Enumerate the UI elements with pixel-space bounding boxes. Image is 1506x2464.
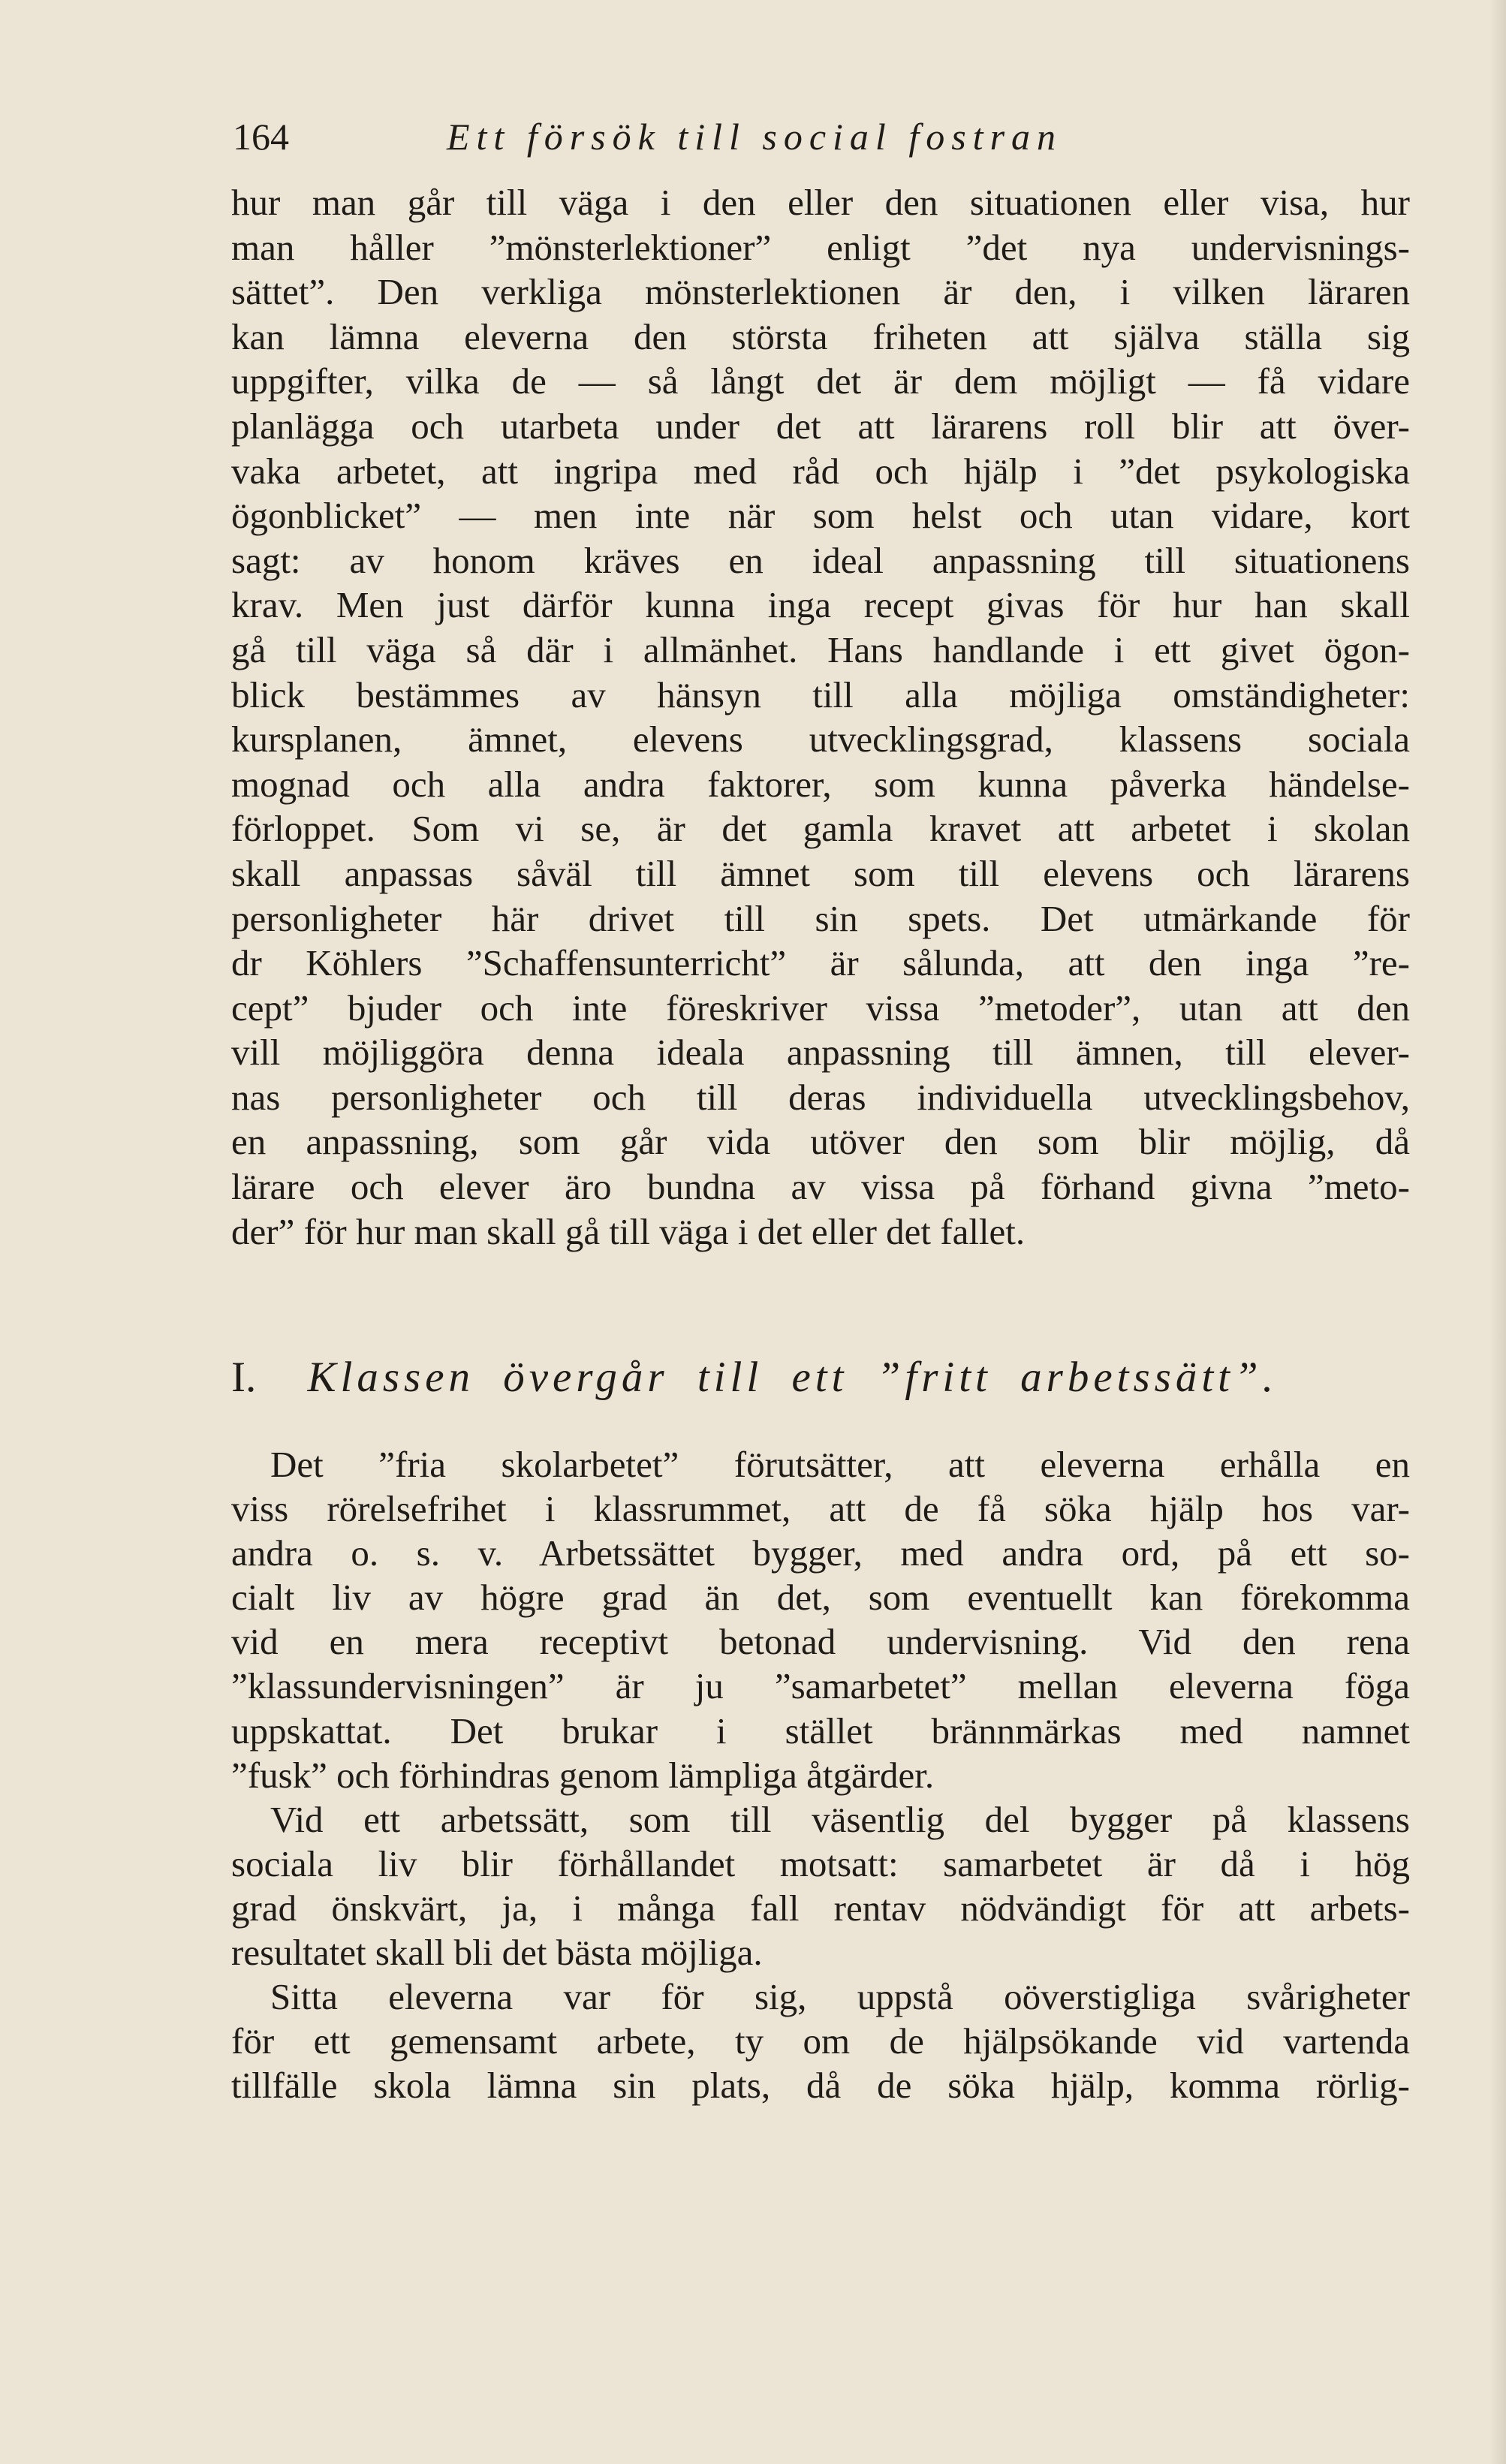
text-line: krav. Men just därför kunna inga recept givas för hur han skall: [231, 584, 1410, 626]
text-line: vill möjliggöra denna ideala anpassning till ämnen, till elever-: [231, 1032, 1410, 1074]
text-line: resultatet skall bli det bästa möjliga.: [231, 1932, 763, 1974]
text-line: blick bestämmes av hänsyn till alla möjliga omständigheter:: [231, 673, 1410, 715]
section-title: Klassen övergår till ett ”fritt arbetssätt”.: [307, 1354, 1278, 1401]
text-line: skall anpassas såväl till ämnet som till elevens och lärarens: [231, 852, 1410, 894]
text-line: sociala liv blir förhållandet motsatt: samarbetet är då i hög: [231, 1842, 1410, 1884]
text-line: planlägga och utarbeta under det att lärarens roll blir att över-: [231, 405, 1410, 447]
text-line: kursplanen, ämnet, elevens utvecklingsgrad, klassens sociala: [231, 718, 1410, 761]
page-number: 164: [233, 116, 289, 158]
section-heading: [231, 1344, 1410, 1411]
text-line: man håller ”mönsterlektioner” enligt ”det nya undervisnings-: [231, 226, 1410, 268]
text-line: cept” bjuder och inte föreskriver vissa ”metoder”, utan att den: [231, 987, 1410, 1029]
text-line: gå till väga så där i allmänhet. Hans handlande i ett givet ögon-: [231, 628, 1410, 670]
page-edge-shadow: [1489, 0, 1506, 2464]
paragraph-continued: [231, 180, 1410, 1254]
text-line: Vid ett arbetssätt, som till väsentlig del bygger på klassens: [270, 1798, 1410, 1840]
text-line: ”fusk” och förhindras genom lämpliga åtgärder.: [231, 1754, 935, 1796]
text-line: andra o. s. v. Arbetssättet bygger, med andra ord, på ett so-: [231, 1532, 1410, 1574]
text-line: tillfälle skola lämna sin plats, då de söka hjälp, komma rörlig-: [231, 2065, 1410, 2107]
text-line: ögonblicket” — men inte när som helst och utan vidare, kort: [231, 495, 1410, 537]
text-line: kan lämna eleverna den största friheten att själva ställa sig: [231, 315, 1410, 357]
text-line: Det ”fria skolarbetet” förutsätter, att eleverna erhålla en: [270, 1444, 1410, 1485]
text-line: uppgifter, vilka de — så långt det är dem möjligt — få vidare: [231, 360, 1410, 402]
text-line: grad önskvärt, ja, i många fall rentav nödvändigt för att arbets-: [231, 1887, 1410, 1929]
text-line: der” för hur man skall gå till väga i det eller det fallet.: [231, 1210, 1026, 1252]
text-line: cialt liv av högre grad än det, som eventuellt kan förekomma: [231, 1577, 1410, 1619]
page-header: [233, 107, 1408, 167]
text-line: förloppet. Som vi se, är det gamla kravet att arbetet i skolan: [231, 808, 1410, 850]
text-line: dr Köhlers ”Schaffensunterricht” är sålunda, att den inga ”re-: [231, 942, 1410, 984]
text-line: en anpassning, som går vida utöver den som blir möjlig, då: [231, 1121, 1410, 1163]
text-line: nas personligheter och till deras individuella utvecklingsbehov,: [231, 1076, 1410, 1118]
section-body: [231, 1442, 1410, 2107]
text-line: vaka arbetet, att ingripa med råd och hjälp i ”det psykologiska: [231, 450, 1410, 492]
text-line: mognad och alla andra faktorer, som kunna påverka händelse-: [231, 763, 1410, 805]
text-line: för ett gemensamt arbete, ty om de hjälpsökande vid vartenda: [231, 2020, 1410, 2062]
text-line: viss rörelsefrihet i klassrummet, att de få söka hjälp hos var-: [231, 1488, 1410, 1530]
text-line: hur man går till väga i den eller den situationen eller visa, hur: [231, 182, 1410, 223]
text-line: lärare och elever äro bundna av vissa på förhand givna ”meto-: [231, 1166, 1410, 1208]
text-line: vid en mera receptivt betonad undervisning. Vid den rena: [231, 1621, 1410, 1663]
running-head: Ett försök till social fostran: [447, 116, 1063, 158]
text-line: Sitta eleverna var för sig, uppstå oöverstigliga svårigheter: [270, 1976, 1410, 2018]
text-line: personligheter här drivet till sin spets. Det utmärkande för: [231, 897, 1410, 939]
text-line: sättet”. Den verkliga mönsterlektionen är den, i vilken läraren: [231, 271, 1410, 313]
section-number: I.: [231, 1354, 257, 1401]
text-line: uppskattat. Det brukar i stället brännmärkas med namnet: [231, 1709, 1410, 1752]
text-line: sagt: av honom kräves en ideal anpassning till situationens: [231, 539, 1410, 581]
text-line: ”klassundervisningen” är ju ”samarbetet” mellan eleverna föga: [231, 1665, 1410, 1707]
